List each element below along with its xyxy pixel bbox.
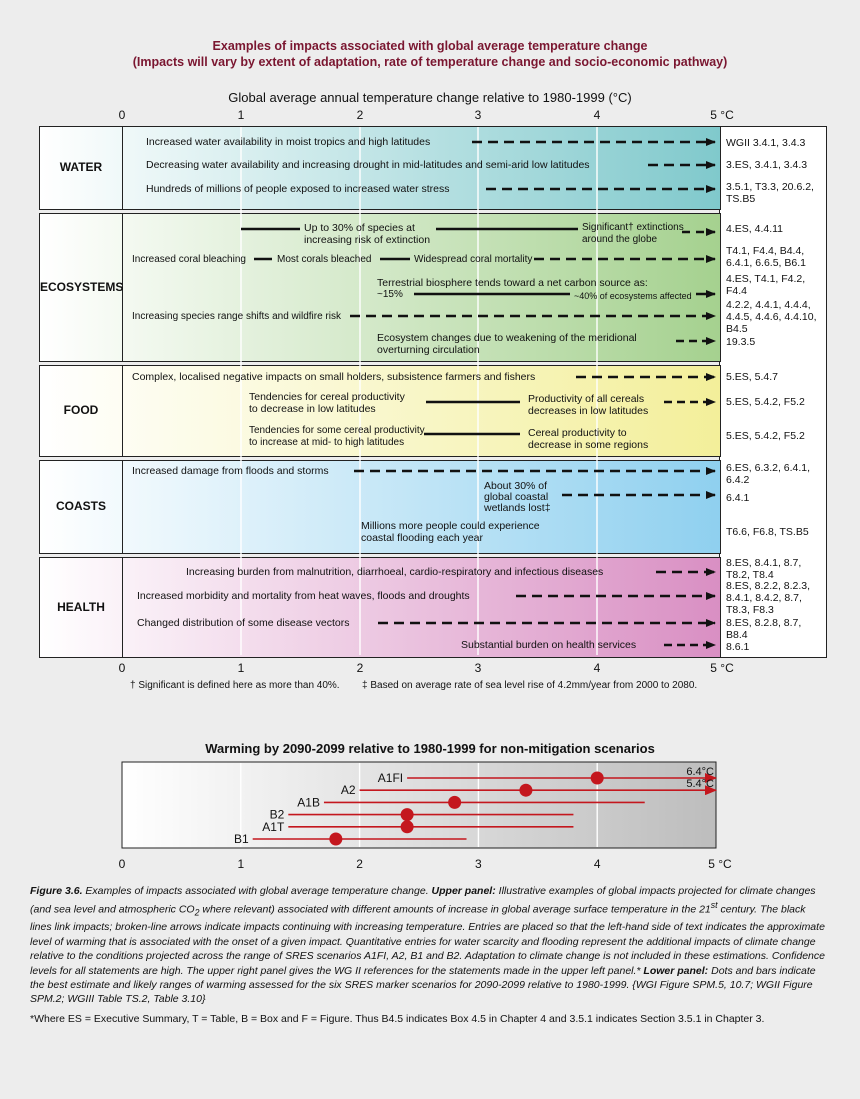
caption-upper-text-c: century. The black lines link impacts; broken-line arrows indicate impacts continuing with increasing temperature. Entries are placed so that the left-hand side of text indicates the approximate level of warming that is associated with the onset of a given impact. Quantitative entries for water scarcity and flooding represent the additional impacts of climate change relative to the conditions projected across the range of SRES scenarios A1FI, A2, B1 and B2. Adaptation to climate change is not included in these estimations. Confidence levels for all statements are high. The upper right panel gives the WG II references for the statements made in the upper left panel.* — [30, 903, 825, 977]
water-item-3: Hundreds of millions of people exposed to increased water stress — [146, 183, 450, 195]
health-item-4: Substantial burden on health services — [461, 639, 637, 651]
caption-co2-sub: 2 — [194, 908, 200, 918]
lower-chart — [0, 758, 860, 870]
figure-title-line1: Examples of impacts associated with global average temperature change — [212, 39, 648, 53]
lower-plot-area — [122, 762, 716, 848]
sector-label-food: FOOD — [63, 403, 99, 417]
scenario-label-a1fi: A1FI — [377, 771, 404, 785]
food-item-5: Cereal productivity to decrease in some regions — [528, 427, 649, 451]
upper-bottom-tick-1: 1 — [237, 661, 245, 675]
sector-label-water: WATER — [59, 160, 103, 174]
figure-caption — [30, 884, 830, 1007]
upper-bound-label-a1fi: 6.4°C — [686, 766, 714, 778]
ref-eco-3: 4.ES, T4.1, F4.2, F4.4 — [726, 273, 806, 297]
eco-item-2: Significant† extinctions around the globe — [582, 222, 684, 245]
lower-tick-4: 4 — [593, 857, 601, 870]
footnote-dagger: † Significant is defined here as more than 40%. — [130, 680, 340, 691]
health-item-3: Changed distribution of some disease vectors — [137, 617, 350, 629]
footnote-ddagger: ‡ Based on average rate of sea level rise of 4.2mm/year from 2000 to 2080. — [362, 680, 698, 691]
scenario-label-a1b: A1B — [297, 795, 320, 810]
eco-item-6: Terrestrial biosphere tends toward a net carbon source as: — [377, 277, 648, 289]
food-item-2: Tendencies for cereal productivity to decrease in low latitudes — [249, 391, 405, 415]
upper-top-tick-5: 5 °C — [710, 108, 734, 122]
best-estimate-dot-a2 — [519, 784, 532, 797]
best-estimate-dot-b2 — [401, 808, 414, 821]
caption-upper-text-a: Illustrative examples of global impacts projected for climate changes (and sea level and atmospheric CO — [30, 885, 816, 916]
caption-note: *Where ES = Executive Summary, T = Table, B = Box and F = Figure. Thus B4.5 indicates Box 4.5 in Chapter 4 and 3.5.1 indicates Section 3.5.1 in Chapter 3. — [30, 1013, 765, 1025]
health-item-1: Increasing burden from malnutrition, diarrhoeal, cardio-respiratory and infectious diseases — [186, 566, 604, 578]
food-item-3: Productivity of all cereals decreases in low latitudes — [528, 393, 649, 417]
food-item-4: Tendencies for some cereal productivity to increase at mid- to high latitudes — [249, 425, 425, 448]
health-item-2: Increased morbidity and mortality from heat waves, floods and droughts — [137, 590, 470, 602]
ref-food-2: 5.ES, 5.4.2, F5.2 — [726, 396, 805, 408]
ref-water-3: 3.5.1, T3.3, 20.6.2, TS.B5 — [726, 181, 814, 205]
scenario-label-a2: A2 — [340, 783, 356, 798]
caption-upper-label: Upper panel: — [431, 885, 496, 897]
upper-bottom-tick-4: 4 — [593, 661, 601, 675]
food-item-1: Complex, localised negative impacts on small holders, subsistence farmers and fishers — [132, 371, 536, 383]
scenario-label-b1: B1 — [233, 832, 249, 846]
ref-eco-5: 19.3.5 — [726, 336, 756, 348]
eco-item-7: ~15% — [377, 289, 403, 300]
scenario-label-a1t: A1T — [262, 819, 285, 834]
best-estimate-dot-a1b — [448, 796, 461, 809]
upper-bottom-tick-5: 5 °C — [710, 661, 734, 675]
ref-food-3: 5.ES, 5.4.2, F5.2 — [726, 430, 805, 442]
ref-coasts-3: T6.6, F6.8, TS.B5 — [726, 526, 809, 538]
best-estimate-dot-b1 — [329, 833, 342, 846]
lower-tick-5: 5 °C — [708, 857, 732, 870]
upper-bound-label-a2: 5.4°C — [686, 778, 714, 791]
best-estimate-dot-a1t — [401, 820, 414, 833]
eco-item-5: Widespread coral mortality — [414, 254, 533, 265]
ref-health-4: 8.6.1 — [726, 641, 750, 653]
eco-item-9: Increasing species range shifts and wildfire risk — [132, 311, 341, 322]
water-item-2: Decreasing water availability and increasing drought in mid-latitudes and semi-arid low latitudes — [146, 159, 590, 171]
ref-eco-4: 4.2.2, 4.4.1, 4.4.4, 4.4.5, 4.4.6, 4.4.10, B4.5 — [726, 299, 817, 335]
scenario-label-b2: B2 — [269, 807, 285, 822]
best-estimate-dot-a1fi — [591, 772, 604, 785]
ref-eco-2: T4.1, F4.4, B4.4, 6.4.1, 6.6.5, B6.1 — [726, 245, 806, 269]
caption-lower-label: Lower panel: — [643, 964, 709, 977]
ref-eco-1: 4.ES, 4.4.11 — [726, 223, 784, 235]
ref-coasts-2: 6.4.1 — [726, 492, 750, 504]
ref-health-2: 8.ES, 8.2.2, 8.2.3, 8.4.1, 8.4.2, 8.7, T8.3, F8.3 — [726, 580, 811, 616]
upper-top-tick-1: 1 — [237, 108, 245, 122]
lower-tick-1: 1 — [237, 857, 245, 870]
eco-item-10: Ecosystem changes due to weakening of the meridional overturning circulation — [377, 332, 637, 356]
upper-bottom-tick-3: 3 — [474, 661, 482, 675]
ref-food-1: 5.ES, 5.4.7 — [726, 371, 778, 383]
upper-top-tick-3: 3 — [474, 108, 482, 122]
sector-label-coasts: COASTS — [55, 499, 106, 513]
caption-upper-text-b: where relevant) associated with different amounts of increase in global average surface temperature in the 21 — [199, 903, 711, 916]
upper-bottom-tick-0: 0 — [118, 661, 126, 675]
sector-label-health: HEALTH — [57, 600, 105, 614]
caption-lower-text: Dots and bars indicate the best estimate and likely ranges of warming assessed for the six SRES marker scenarios for 2090-2099 relative to 1980-1999. {WGI Figure SPM.5, 10.7; WGII Figure SPM.2; WGIII Table TS.2, Table 3.10} — [30, 964, 816, 1006]
eco-item-8: ~40% of ecosystems affected — [574, 291, 692, 301]
upper-top-tick-2: 2 — [356, 108, 364, 122]
upper-top-tick-0: 0 — [118, 108, 126, 122]
upper-bottom-tick-2: 2 — [356, 661, 364, 675]
lower-tick-2: 2 — [356, 857, 363, 870]
caption-figure-label: Figure 3.6. — [30, 885, 83, 897]
ref-health-3: 8.ES, 8.2.8, 8.7, B8.4 — [726, 617, 802, 641]
coasts-item-2: About 30% of global coastal wetlands lost‡ — [484, 480, 551, 514]
eco-item-3: Increased coral bleaching — [132, 254, 246, 265]
figure-title-line2: (Impacts will vary by extent of adaptation, rate of temperature change and socio-economic pathway) — [132, 55, 728, 69]
ref-water-1: WGII 3.4.1, 3.4.3 — [726, 137, 806, 149]
lower-chart-title: Warming by 2090-2099 relative to 1980-1999 for non-mitigation scenarios — [205, 741, 655, 756]
ref-water-2: 3.ES, 3.4.1, 3.4.3 — [726, 159, 808, 171]
upper-top-tick-4: 4 — [593, 108, 601, 122]
lower-tick-0: 0 — [118, 857, 126, 870]
ref-coasts-1: 6.ES, 6.3.2, 6.4.1, 6.4.2 — [726, 462, 811, 486]
lower-tick-3: 3 — [475, 857, 482, 870]
coasts-item-1: Increased damage from floods and storms — [132, 465, 329, 477]
sector-label-ecosystems: ECOSYSTEMS — [40, 280, 124, 294]
water-item-1: Increased water availability in moist tropics and high latitudes — [146, 136, 431, 148]
eco-item-1: Up to 30% of species at increasing risk of extinction — [304, 222, 431, 246]
upper-axis-title: Global average annual temperature change relative to 1980-1999 (°C) — [228, 90, 632, 105]
caption-st-sup: st — [710, 900, 718, 911]
caption-figure-title: Examples of impacts associated with global average temperature change. — [82, 885, 432, 897]
ref-health-1: 8.ES, 8.4.1, 8.7, T8.2, T8.4 — [726, 557, 802, 581]
coasts-item-3: Millions more people could experience coastal flooding each year — [361, 520, 540, 544]
eco-item-4: Most corals bleached — [277, 254, 372, 265]
